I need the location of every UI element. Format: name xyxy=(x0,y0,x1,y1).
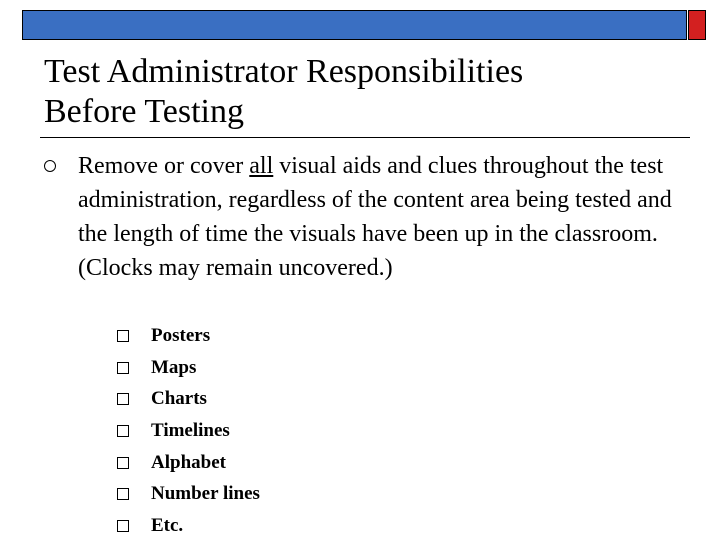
square-bullet-icon xyxy=(117,457,129,469)
list-item xyxy=(117,383,260,415)
square-bullet-icon xyxy=(117,330,129,342)
square-bullet-icon xyxy=(117,520,129,532)
square-bullet-icon xyxy=(117,393,129,405)
list-item-label: Number lines xyxy=(151,483,260,505)
list-item-label: Alphabet xyxy=(151,451,226,473)
slide-title xyxy=(44,52,684,132)
bullet-text-emphasis: all xyxy=(249,153,274,179)
list-item-label: Timelines xyxy=(151,419,230,441)
title-divider xyxy=(40,137,690,138)
list-item-label: Maps xyxy=(151,356,197,378)
visual-aids-list xyxy=(117,320,260,542)
list-item xyxy=(117,415,260,447)
square-bullet-icon xyxy=(117,425,129,437)
square-bullet-icon xyxy=(117,488,129,500)
list-item xyxy=(117,447,260,479)
list-item-label: Posters xyxy=(151,324,211,346)
list-item-label: Etc. xyxy=(151,514,184,536)
top-accent-bar xyxy=(22,10,687,40)
list-item xyxy=(117,352,260,384)
list-item-label: Charts xyxy=(151,388,207,410)
square-bullet-icon xyxy=(117,362,129,374)
bullet-text-end: visual aids and clues throughout the test administration, regardless of the content area being tested and the length of time the visuals have been up in the classroom.(Clocks may remain uncovered.) xyxy=(78,153,672,281)
circle-bullet-icon xyxy=(44,160,56,172)
slide-title-line-1: Test Administrator Responsibilities xyxy=(44,53,524,90)
bullet-text-start: Remove or cover xyxy=(78,153,250,179)
main-bullet-text xyxy=(78,149,693,285)
list-item xyxy=(117,478,260,510)
list-item xyxy=(117,320,260,352)
list-item xyxy=(117,510,260,542)
slide-title-line-2: Before Testing xyxy=(44,93,244,130)
corner-accent-box xyxy=(688,10,706,40)
